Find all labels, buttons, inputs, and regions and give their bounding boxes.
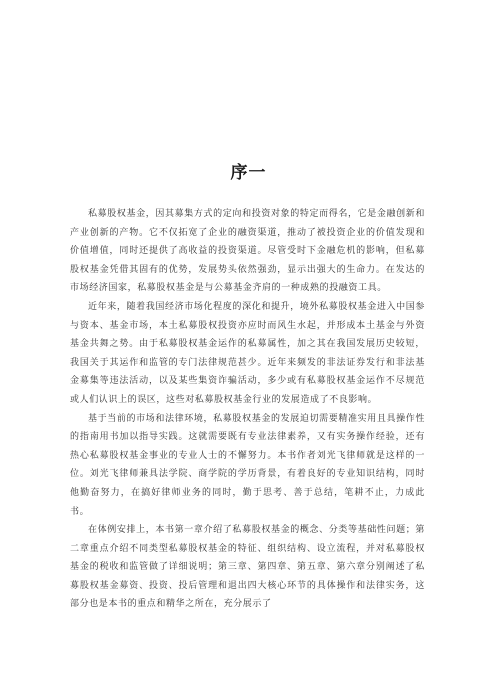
paragraph: 在体例安排上，本书第一章介绍了私募股权基金的概念、分类等基础性问题；第二章重点介绍不同类型私募股权基金的特征、组织结构、设立流程，并对私募股权基金的税收和监管做了详细说明；第三章、第四章、第五章、第六章分别阐述了私募股权基金募资、投资、投后管理和退出四大核心环节的具体操作和法律实务，这部分也是本书的重点和精华之所在，充分展示了 (70, 525, 425, 610)
paragraph: 近年来，随着我国经济市场化程度的深化和提升，境外私募股权基金进入中国参与资本、基金市场，本土私募股权投资亦应时而风生水起，并形成本土基金与外资基金共舞之势。由于私募股权基金运作的私募属性，加之其在我国发展历史较短，我国关于其运作和监管的专门法律规范甚少。近年来频发的非法证券发行和非法基金募集等违法活动，以及某些集资诈骗活动，多少或有私募股权基金运作不尽规范或人们认识上的误区，这些对私募股权基金行业的发展造成了不良影响。 (70, 301, 425, 405)
paragraph: 基于当前的市场和法律环境，私募股权基金的发展迫切需要精准实用且具操作性的指南用书加以指导实践。这就需要既有专业法律素养，又有实务操作经验，还有热心私募股权基金事业的专业人士的不懈努力。本书作者刘光飞律师就是这样的一位。刘光飞律师兼具法学院、商学院的学历背景，有着良好的专业知识结构，同时他勤奋努力，在搞好律师业务的同时，勤于思考、善于总结，笔耕不止，力成此书。 (70, 413, 425, 517)
body-text (70, 205, 425, 614)
page-title: 序一 (230, 163, 267, 183)
paragraph: 私募股权基金，因其募集方式的定向和投资对象的特定而得名，它是金融创新和产业创新的产物。它不仅拓宽了企业的融资渠道，推动了被投资企业的价值发现和价值增值，同时还提供了高收益的投资渠道。尽管受时下金融危机的影响，但私募股权基金凭借其固有的优势，发展势头依然强劲，显示出强大的生命力。在发达的市场经济国家，私募股权基金是与公募基金齐肩的一种成熟的投融资工具。 (70, 209, 425, 294)
